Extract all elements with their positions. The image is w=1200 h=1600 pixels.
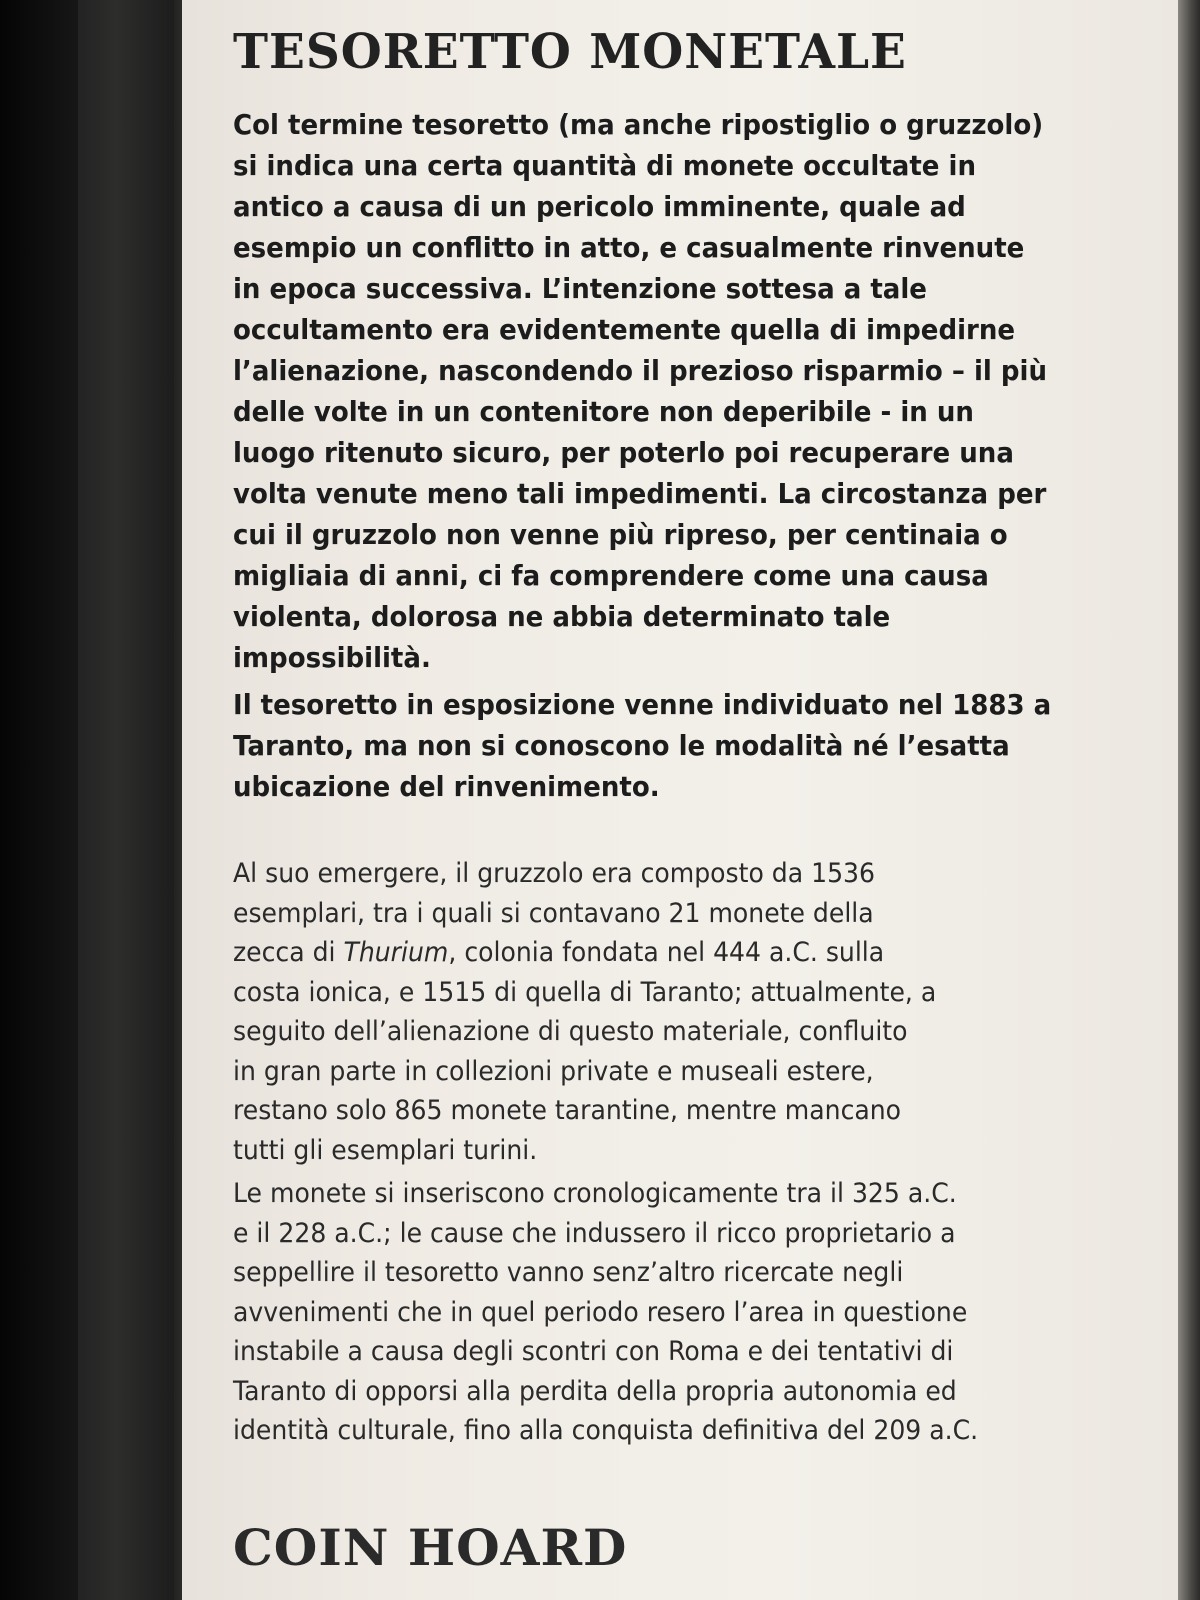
display-frame-right [1178,0,1200,1600]
composition-text-a: Al suo emergere, il gruzzolo era composto da 1536 esemplari, tra i quali si contavano 21 monete della zecca di [233,858,876,968]
composition-paragraph [233,854,1140,1170]
thurium-italic: Thurium [343,937,449,968]
intro-paragraph: Col termine tesoretto (ma anche ripostiglio o gruzzolo) si indica una certa quantità di monete occultate in antico a causa di un pericolo imminente, quale ad esempio un conflitto in atto, e casualmente rinvenute in epoca successiva. L’intenzione sottesa a tale occultamento era evidentemente quella di impedirne l’alienazione, nascondendo il prezioso risparmio – il più delle volte in un contenitore non deperibile - in un luogo ritenuto sicuro, per poterlo poi recuperare una volta venute meno tali impedimenti. La circostanza per cui il gruzzolo non venne più ripreso, per centinaia o migliaia di anni, ci fa comprendere come una causa violenta, dolorosa ne abbia determinato tale impossibilità. [233,108,1047,674]
title-english: COIN HOARD [233,1518,628,1577]
discovery-paragraph: Il tesoretto in esposizione venne individuato nel 1883 a Taranto, ma non si conoscono le modalità né l’esatta ubicazione del rinvenimento. [233,688,1052,803]
display-frame-left [0,0,182,1600]
title-italian: TESORETTO MONETALE [233,24,907,80]
panel-content [233,22,1133,1451]
chronology-paragraph: Le monete si inseriscono cronologicamente tra il 325 a.C. e il 228 a.C.; le cause che indussero il ricco proprietario a seppellire il tesoretto vanno senz’altro ricercate negli avvenimenti che in quel periodo resero l’area in questione instabile a causa degli scontri con Roma e dei tentativi di Taranto di opporsi alla perdita della propria autonomia ed identità culturale, fino alla conquista definitiva del 209 a.C. [233,1178,979,1446]
composition-text-b: , colonia fondata nel 444 a.C. sulla costa ionica, e 1515 di quella di Taranto; attualmente, a seguito dell’alienazione di questo materiale, confluito in gran parte in collezioni private e museali estere, restano solo 865 monete tarantine, mentre mancano tutti gli esemplari turini. [233,937,937,1166]
